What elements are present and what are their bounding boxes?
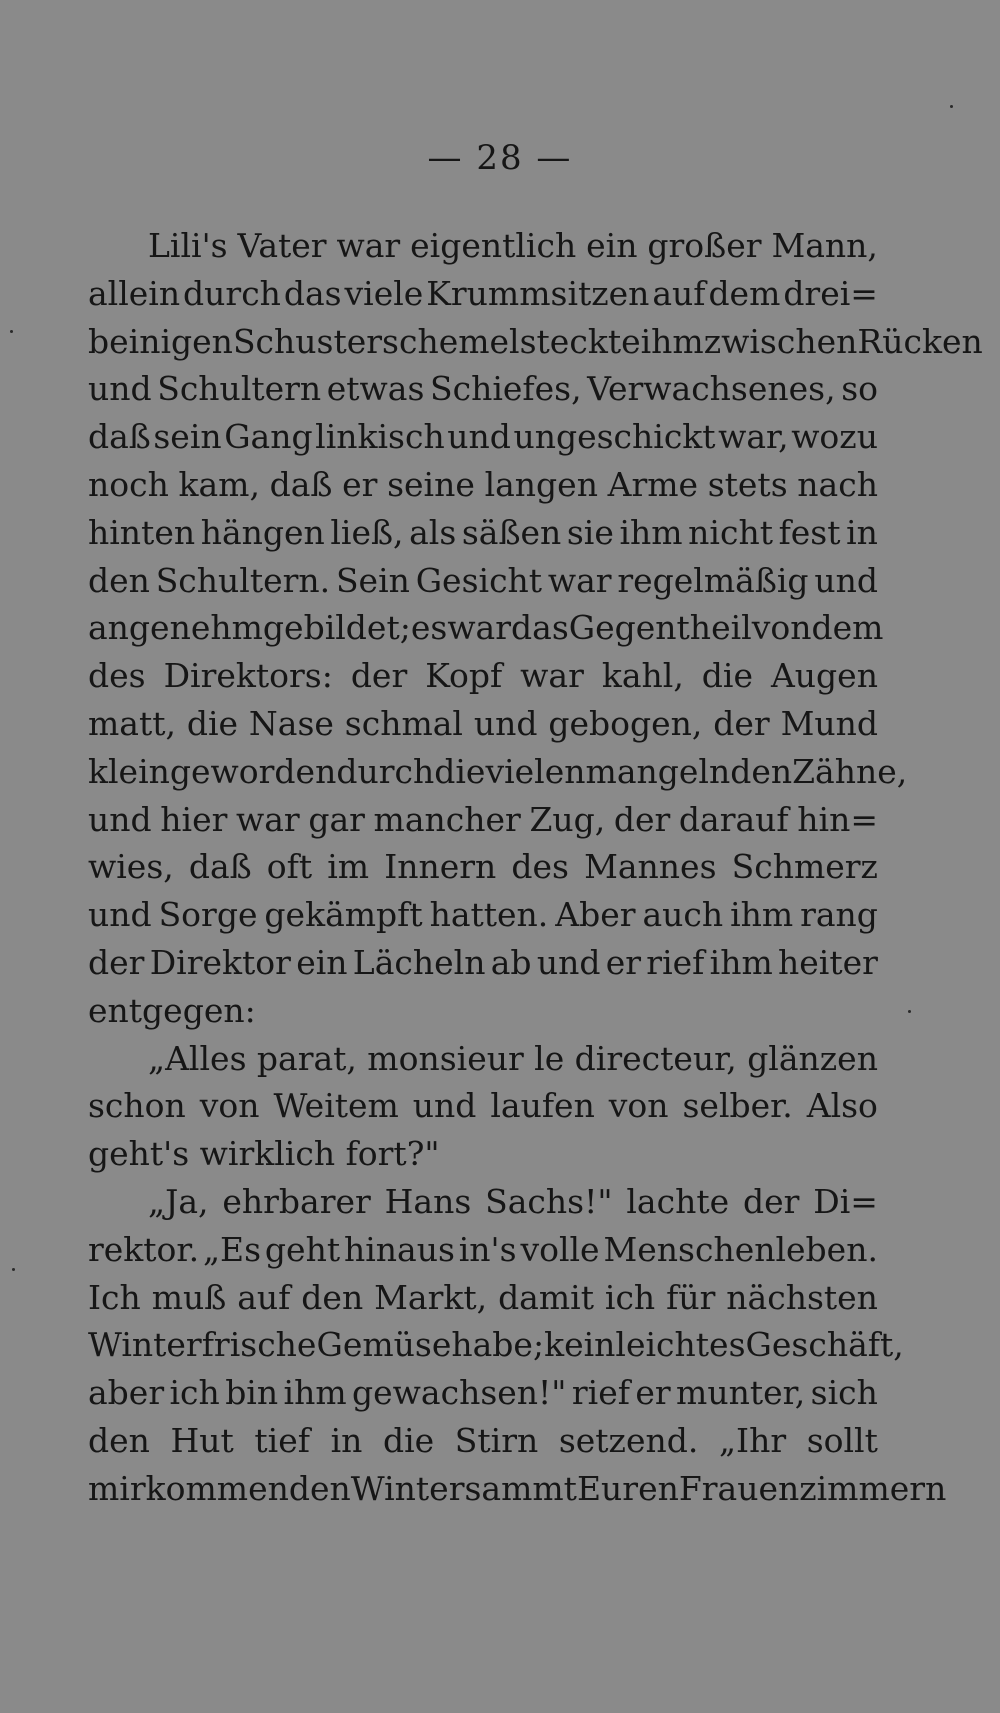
word: auf [237,1277,291,1317]
word: munter, [676,1373,806,1413]
text-line [88,461,878,509]
word: matt, [88,703,176,743]
word: Mannes [584,847,717,887]
word: und [473,703,538,743]
word: sammt [464,1468,577,1508]
word: hatten. [429,895,549,935]
word: Lächeln [352,942,486,982]
text-line [88,413,878,461]
word: Aber [555,895,636,935]
word: seine [387,464,475,504]
word: Hans [384,1181,472,1221]
word: mangelnden [585,751,793,791]
word: monsieur [367,1038,524,1078]
word: Di= [813,1181,878,1221]
text-line [88,748,908,796]
word: Rücken [857,321,983,361]
word: ehrbarer [222,1181,371,1221]
word: bin [225,1373,279,1413]
word: war [547,560,612,600]
word: noch [88,464,169,504]
word: er [342,464,378,504]
word: rang [800,895,878,935]
text-line [88,891,878,939]
word: Schiefes, [430,369,582,409]
word: Schusterschemel [232,321,520,361]
word: der [713,703,770,743]
word: und [447,417,511,457]
word: directeur, [574,1038,737,1078]
word: für [666,1277,716,1317]
word: selber. [682,1086,793,1126]
word: Hut [170,1420,234,1460]
word: laufen [490,1086,595,1126]
word: wies, [88,847,174,887]
word: ihm [640,321,704,361]
word: den [88,560,150,600]
text-line [88,1369,878,1417]
text-line [88,1465,947,1513]
word: der [88,942,145,982]
word: es [410,608,448,648]
word: sich [810,1373,878,1413]
word: drei= [783,273,878,313]
word: kommenden [145,1468,351,1508]
word: leichtes [615,1325,746,1365]
word: gebogen, [548,703,703,743]
word: rief [646,942,705,982]
word: von [751,608,812,648]
word: die [382,1420,435,1460]
word: rief [571,1373,630,1413]
word: steckte [519,321,641,361]
scan-speck [950,105,953,108]
word: oft [266,847,313,887]
text-line: geht's wirklich fort?" [88,1134,440,1174]
word: des [511,847,569,887]
word: lachte [626,1181,730,1221]
scan-speck [12,1268,15,1271]
word: von [608,1086,669,1126]
word: sollt [806,1420,878,1460]
word: ein [296,942,348,982]
word: Stirn [454,1420,539,1460]
word: gar [308,799,365,839]
word: mancher [373,799,521,839]
word: tief [254,1420,310,1460]
text-line [88,1226,878,1274]
word: von [199,1086,260,1126]
word: gebildet; [262,608,411,648]
word: heiter [778,942,878,982]
word: er [605,942,642,982]
word: frische [201,1325,317,1365]
word: ihm [730,895,794,935]
text-line [88,318,983,366]
word: wozu [791,417,878,457]
word: und [88,799,152,839]
scan-speck [908,1010,911,1013]
word: er [635,1373,671,1413]
word: Augen [770,656,878,696]
word: Mann, [771,226,878,265]
word: schon [88,1086,186,1126]
word: auch [642,895,724,935]
word: Sein [335,560,410,600]
word: als [409,512,457,552]
word: in [846,512,878,552]
word: ihm [709,942,773,982]
word: Zug, [529,799,606,839]
word: Schmerz [731,847,878,887]
word: eigentlich [410,226,577,265]
word: setzend. [558,1420,699,1460]
word: rektor. [88,1229,200,1269]
word: Vater [237,226,327,265]
word: viele [344,273,424,313]
word: Innern [384,847,497,887]
word: des [88,656,146,696]
word: ihm [283,1373,347,1413]
text-line [88,365,878,413]
text-line [88,1082,878,1130]
word: gewachsen!" [352,1373,567,1413]
word: Euren [576,1468,679,1508]
word: allein [88,273,181,313]
word: damit [498,1277,594,1317]
word: den [88,1420,150,1460]
word: Geschäft, [745,1325,904,1365]
word: hinten [88,512,196,552]
word: im [327,847,370,887]
word: habe; [451,1325,545,1365]
word: Krummsitzen [426,273,650,313]
word: Menschenleben. [603,1229,878,1269]
word: Zähne, [792,751,908,791]
text-line: entgegen: [88,990,256,1030]
text-line [88,1178,878,1226]
word: „Alles [148,1038,247,1078]
text-line [88,604,884,652]
word: Schultern [157,369,322,409]
text-line [88,652,878,700]
text-line [88,700,878,748]
word: Sorge [158,895,258,935]
word: daß [88,417,151,457]
word: ich [604,1277,656,1317]
word: Nase [248,703,334,743]
word: sein [153,417,222,457]
word: mir [88,1468,146,1508]
word: so [841,369,878,409]
word: kahl, [601,656,684,696]
word: vielen [485,751,586,791]
word: das [511,608,569,648]
word: Kopf [425,656,503,696]
word: der [350,656,408,696]
word: war [236,799,300,839]
word: ab [490,942,532,982]
word: den [301,1277,364,1317]
word: dem [708,273,781,313]
word: daß [188,847,252,887]
word: kein [544,1325,616,1365]
word: nächsten [726,1277,878,1317]
word: langen [484,464,598,504]
word: und [536,942,601,982]
word: großer [647,226,762,265]
word: ein [586,226,638,265]
word: darauf [678,799,789,839]
word: klein [88,751,170,791]
word: der [613,799,671,839]
word: durch [336,751,435,791]
word: sie [566,512,614,552]
word: das [283,273,342,313]
word: dem [811,608,884,648]
text-line [88,557,878,605]
word: stets [707,464,788,504]
word: auf [652,273,706,313]
word: Markt, [374,1277,488,1317]
word: säßen [461,512,562,552]
word: gekämpft [264,895,423,935]
word: angenehm [88,608,263,648]
word: Winter [88,1325,202,1365]
word: volle [520,1229,600,1269]
word: und [88,369,152,409]
word: war [520,656,584,696]
word: le [534,1038,565,1078]
word: die [434,751,486,791]
body-text [88,222,983,1513]
text-line [88,509,878,557]
word: Weitem [273,1086,399,1126]
word: geworden [169,751,337,791]
scan-speck [10,330,13,333]
word: Winter [350,1468,465,1508]
word: „Es [202,1229,262,1269]
word: hängen [200,512,325,552]
word: war [447,608,512,648]
word: Arme [607,464,699,504]
word: Gang [224,417,313,457]
word: linkisch [315,417,445,457]
word: hinaus [343,1229,455,1269]
word: beinigen [88,321,233,361]
page-number: — 28 — [427,138,573,178]
word: „Ja, [148,1181,209,1221]
word: regelmäßig [617,560,809,600]
word: Gesicht [415,560,543,600]
word: glänzen [747,1038,878,1078]
word: hier [160,799,228,839]
word: fest [778,512,841,552]
word: ließ, [330,512,404,552]
text-line [88,1417,878,1465]
word: Lili's [148,226,228,265]
word: war, [718,417,789,457]
word: in [330,1420,363,1460]
word: „Ihr [718,1420,787,1460]
word: Sachs!" [485,1181,613,1221]
word: muß [151,1277,227,1317]
word: die [186,703,239,743]
word: Direktors: [163,656,333,696]
word: etwas [326,369,425,409]
text-line [88,843,878,891]
word: nicht [688,512,773,552]
word: geht [264,1229,341,1269]
word: Gegentheil [568,608,752,648]
text-line [88,270,878,318]
word: der [742,1181,800,1221]
word: Schultern. [155,560,331,600]
word: parat, [256,1038,357,1078]
word: nach [797,464,878,504]
word: hin= [797,799,878,839]
text-line [88,1035,878,1083]
word: daß [269,464,333,504]
word: ich [169,1373,220,1413]
text-line [88,222,878,270]
word: und [412,1086,477,1126]
text-line [88,1274,878,1322]
word: Frauenzimmern [678,1468,947,1508]
word: Ich [88,1277,141,1317]
word: aber [88,1373,165,1413]
word: ungeschickt [513,417,716,457]
word: die [701,656,753,696]
word: Also [806,1086,878,1126]
text-line [88,939,878,987]
word: und [88,895,152,935]
word: und [814,560,878,600]
word: Mund [780,703,878,743]
text-line [88,796,878,844]
word: war [336,226,401,265]
word: durch [183,273,281,313]
word: kam, [178,464,260,504]
word: zwischen [703,321,858,361]
word: Gemüse [316,1325,452,1365]
word: Verwachsenes, [587,369,836,409]
word: Direktor [149,942,291,982]
text-line [88,1321,904,1369]
word: in's [458,1229,517,1269]
word: ihm [619,512,683,552]
word: schmal [344,703,463,743]
